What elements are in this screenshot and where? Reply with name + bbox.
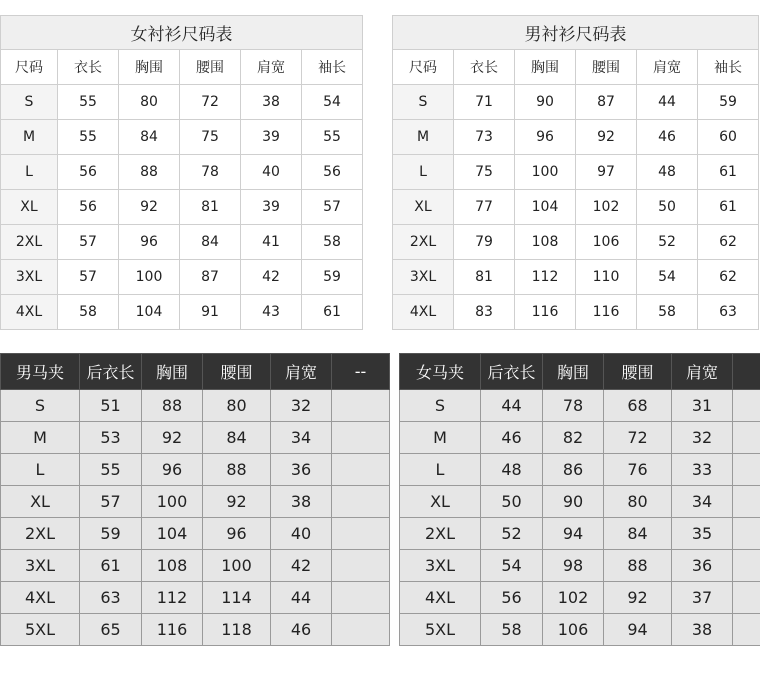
measurement-cell: 44 [271, 582, 332, 614]
measurement-cell: 68 [604, 390, 672, 422]
table-title: 男衬衫尺码表 [393, 16, 759, 50]
measurement-cell: 75 [180, 120, 241, 155]
measurement-cell: 32 [672, 422, 733, 454]
column-header: 后衣长 [80, 354, 142, 390]
table-row [393, 85, 759, 120]
size-cell: 5XL [400, 614, 481, 646]
size-cell: 3XL [393, 260, 454, 295]
measurement-cell [733, 518, 760, 550]
measurement-cell: 76 [604, 454, 672, 486]
measurement-cell: 38 [241, 85, 302, 120]
measurement-cell [332, 550, 390, 582]
table-row [1, 390, 390, 422]
measurement-cell: 50 [637, 190, 698, 225]
size-cell: 3XL [1, 550, 80, 582]
measurement-cell: 42 [271, 550, 332, 582]
measurement-cell: 61 [80, 550, 142, 582]
measurement-cell: 34 [672, 486, 733, 518]
measurement-cell [733, 550, 760, 582]
column-header: 男马夹 [1, 354, 80, 390]
measurement-cell: 43 [241, 295, 302, 330]
header-row [1, 50, 363, 85]
measurement-cell: 100 [142, 486, 203, 518]
measurement-cell: 73 [454, 120, 515, 155]
measurement-cell: 58 [637, 295, 698, 330]
table-row [1, 614, 390, 646]
column-header: 胸围 [119, 50, 180, 85]
table-row [1, 486, 390, 518]
measurement-cell: 50 [481, 486, 543, 518]
measurement-cell: 100 [515, 155, 576, 190]
size-cell: 4XL [400, 582, 481, 614]
measurement-cell: 46 [637, 120, 698, 155]
size-cell: 3XL [1, 260, 58, 295]
measurement-cell: 57 [80, 486, 142, 518]
column-header: 肩宽 [672, 354, 733, 390]
measurement-cell: 112 [142, 582, 203, 614]
size-cell: 5XL [1, 614, 80, 646]
size-cell: S [400, 390, 481, 422]
measurement-cell: 97 [576, 155, 637, 190]
measurement-cell: 90 [515, 85, 576, 120]
column-header: 肩宽 [271, 354, 332, 390]
column-header: 胸围 [543, 354, 604, 390]
measurement-cell: 42 [241, 260, 302, 295]
table-row [1, 85, 363, 120]
measurement-cell: 52 [481, 518, 543, 550]
measurement-cell: 46 [481, 422, 543, 454]
measurement-cell: 92 [119, 190, 180, 225]
measurement-cell: 38 [271, 486, 332, 518]
table-row [400, 614, 760, 646]
measurement-cell: 110 [576, 260, 637, 295]
measurement-cell: 92 [142, 422, 203, 454]
size-cell: 4XL [1, 582, 80, 614]
measurement-cell: 36 [271, 454, 332, 486]
measurement-cell: 94 [604, 614, 672, 646]
column-header: 胸围 [142, 354, 203, 390]
measurement-cell: 33 [672, 454, 733, 486]
measurement-cell: 108 [515, 225, 576, 260]
table-row [400, 486, 760, 518]
measurement-cell [733, 390, 760, 422]
measurement-cell: 54 [481, 550, 543, 582]
measurement-cell: 80 [604, 486, 672, 518]
measurement-cell: 94 [543, 518, 604, 550]
measurement-cell: 81 [454, 260, 515, 295]
column-header: 腰围 [576, 50, 637, 85]
measurement-cell: 112 [515, 260, 576, 295]
measurement-cell: 39 [241, 190, 302, 225]
measurement-cell: 31 [672, 390, 733, 422]
measurement-cell: 55 [58, 85, 119, 120]
measurement-cell: 77 [454, 190, 515, 225]
measurement-cell: 106 [576, 225, 637, 260]
size-cell: XL [1, 486, 80, 518]
measurement-cell [332, 486, 390, 518]
measurement-cell: 92 [576, 120, 637, 155]
men-vest-size-table [0, 353, 390, 646]
measurement-cell: 96 [515, 120, 576, 155]
size-cell: M [393, 120, 454, 155]
column-header: 衣长 [454, 50, 515, 85]
measurement-cell: 78 [180, 155, 241, 190]
measurement-cell: 56 [58, 190, 119, 225]
measurement-cell: 57 [58, 225, 119, 260]
measurement-cell: 100 [119, 260, 180, 295]
measurement-cell: 118 [203, 614, 271, 646]
measurement-cell: 83 [454, 295, 515, 330]
measurement-cell: 44 [637, 85, 698, 120]
table-row [1, 550, 390, 582]
size-cell: L [1, 454, 80, 486]
measurement-cell: 55 [58, 120, 119, 155]
measurement-cell: 84 [203, 422, 271, 454]
measurement-cell: 36 [672, 550, 733, 582]
size-cell: 2XL [400, 518, 481, 550]
measurement-cell: 59 [80, 518, 142, 550]
table-row [1, 582, 390, 614]
measurement-cell [332, 582, 390, 614]
measurement-cell: 37 [672, 582, 733, 614]
size-cell: XL [400, 486, 481, 518]
measurement-cell: 54 [302, 85, 363, 120]
table-row [400, 454, 760, 486]
measurement-cell: 39 [241, 120, 302, 155]
measurement-cell [332, 518, 390, 550]
table-row [1, 454, 390, 486]
measurement-cell [733, 486, 760, 518]
measurement-cell: 56 [302, 155, 363, 190]
size-cell: 2XL [1, 225, 58, 260]
column-header: -- [332, 354, 390, 390]
measurement-cell: 108 [142, 550, 203, 582]
women-shirt-size-table [0, 15, 363, 330]
measurement-cell: 82 [543, 422, 604, 454]
measurement-cell: 92 [203, 486, 271, 518]
measurement-cell: 88 [142, 390, 203, 422]
measurement-cell: 116 [515, 295, 576, 330]
measurement-cell [332, 614, 390, 646]
measurement-cell: 116 [576, 295, 637, 330]
measurement-cell: 102 [543, 582, 604, 614]
measurement-cell: 114 [203, 582, 271, 614]
column-header: 腰围 [203, 354, 271, 390]
measurement-cell: 32 [271, 390, 332, 422]
measurement-cell: 57 [302, 190, 363, 225]
measurement-cell: 34 [271, 422, 332, 454]
table-row [1, 260, 363, 295]
measurement-cell: 61 [302, 295, 363, 330]
header-row [400, 354, 760, 390]
measurement-cell: 71 [454, 85, 515, 120]
measurement-cell [332, 454, 390, 486]
measurement-cell: 48 [481, 454, 543, 486]
measurement-cell: 100 [203, 550, 271, 582]
measurement-cell: 44 [481, 390, 543, 422]
measurement-cell: 84 [119, 120, 180, 155]
measurement-cell: 56 [481, 582, 543, 614]
column-header: 尺码 [1, 50, 58, 85]
table-row [393, 260, 759, 295]
column-header: 后衣长 [481, 354, 543, 390]
measurement-cell: 80 [203, 390, 271, 422]
table-row [1, 225, 363, 260]
measurement-cell: 87 [576, 85, 637, 120]
measurement-cell: 51 [80, 390, 142, 422]
measurement-cell: 88 [119, 155, 180, 190]
table-row [1, 120, 363, 155]
measurement-cell: 59 [302, 260, 363, 295]
measurement-cell [733, 582, 760, 614]
measurement-cell: 88 [604, 550, 672, 582]
header-row [1, 354, 390, 390]
measurement-cell: 84 [180, 225, 241, 260]
measurement-cell [332, 422, 390, 454]
measurement-cell: 96 [142, 454, 203, 486]
size-cell: M [1, 422, 80, 454]
size-cell: M [400, 422, 481, 454]
column-header: 袖长 [302, 50, 363, 85]
column-header: 腰围 [180, 50, 241, 85]
measurement-cell: 116 [142, 614, 203, 646]
measurement-cell [733, 454, 760, 486]
table-row [400, 550, 760, 582]
measurement-cell: 75 [454, 155, 515, 190]
size-cell: L [393, 155, 454, 190]
size-cell: L [1, 155, 58, 190]
column-header: 肩宽 [241, 50, 302, 85]
measurement-cell: 41 [241, 225, 302, 260]
table-row [400, 422, 760, 454]
measurement-cell: 87 [180, 260, 241, 295]
measurement-cell: 40 [271, 518, 332, 550]
column-header: 腰围 [604, 354, 672, 390]
column-header: 袖长 [698, 50, 759, 85]
measurement-cell: 46 [271, 614, 332, 646]
column-header: 胸围 [515, 50, 576, 85]
measurement-cell: 81 [180, 190, 241, 225]
measurement-cell: 56 [58, 155, 119, 190]
measurement-cell: 62 [698, 260, 759, 295]
measurement-cell: 106 [543, 614, 604, 646]
measurement-cell [332, 390, 390, 422]
measurement-cell: 96 [203, 518, 271, 550]
measurement-cell: 80 [119, 85, 180, 120]
measurement-cell: 52 [637, 225, 698, 260]
size-cell: 4XL [393, 295, 454, 330]
column-header: 衣长 [58, 50, 119, 85]
measurement-cell: 90 [543, 486, 604, 518]
measurement-cell: 78 [543, 390, 604, 422]
size-cell: XL [393, 190, 454, 225]
measurement-cell: 92 [604, 582, 672, 614]
table-title: 女衬衫尺码表 [1, 16, 363, 50]
size-cell: L [400, 454, 481, 486]
measurement-cell: 54 [637, 260, 698, 295]
measurement-cell: 59 [698, 85, 759, 120]
measurement-cell: 102 [576, 190, 637, 225]
size-cell: XL [1, 190, 58, 225]
measurement-cell: 58 [481, 614, 543, 646]
measurement-cell: 96 [119, 225, 180, 260]
measurement-cell: 79 [454, 225, 515, 260]
measurement-cell: 40 [241, 155, 302, 190]
size-cell: S [1, 390, 80, 422]
measurement-cell: 104 [119, 295, 180, 330]
table-row [400, 390, 760, 422]
column-header: 女马夹 [400, 354, 481, 390]
table-row [1, 190, 363, 225]
women-vest-size-table [399, 353, 760, 646]
measurement-cell: 86 [543, 454, 604, 486]
column-header [733, 354, 760, 390]
measurement-cell: 53 [80, 422, 142, 454]
size-cell: 4XL [1, 295, 58, 330]
measurement-cell: 61 [698, 155, 759, 190]
measurement-cell: 58 [58, 295, 119, 330]
size-cell: M [1, 120, 58, 155]
size-cell: S [1, 85, 58, 120]
size-cell: 2XL [393, 225, 454, 260]
column-header: 尺码 [393, 50, 454, 85]
table-row [1, 518, 390, 550]
size-cell: S [393, 85, 454, 120]
measurement-cell: 48 [637, 155, 698, 190]
measurement-cell [733, 422, 760, 454]
measurement-cell: 65 [80, 614, 142, 646]
measurement-cell: 104 [515, 190, 576, 225]
header-row [393, 50, 759, 85]
table-row [1, 422, 390, 454]
measurement-cell: 55 [80, 454, 142, 486]
table-row [393, 190, 759, 225]
measurement-cell: 61 [698, 190, 759, 225]
table-row [393, 225, 759, 260]
measurement-cell: 60 [698, 120, 759, 155]
measurement-cell: 58 [302, 225, 363, 260]
table-row [393, 155, 759, 190]
measurement-cell: 57 [58, 260, 119, 295]
table-row [1, 155, 363, 190]
measurement-cell [733, 614, 760, 646]
men-shirt-size-table [392, 15, 759, 330]
table-row [400, 518, 760, 550]
table-row [393, 295, 759, 330]
measurement-cell: 55 [302, 120, 363, 155]
measurement-cell: 35 [672, 518, 733, 550]
measurement-cell: 88 [203, 454, 271, 486]
size-cell: 3XL [400, 550, 481, 582]
measurement-cell: 63 [80, 582, 142, 614]
measurement-cell: 63 [698, 295, 759, 330]
measurement-cell: 91 [180, 295, 241, 330]
table-row [400, 582, 760, 614]
table-row [1, 295, 363, 330]
measurement-cell: 62 [698, 225, 759, 260]
table-row [393, 120, 759, 155]
measurement-cell: 72 [180, 85, 241, 120]
column-header: 肩宽 [637, 50, 698, 85]
measurement-cell: 38 [672, 614, 733, 646]
measurement-cell: 84 [604, 518, 672, 550]
measurement-cell: 72 [604, 422, 672, 454]
measurement-cell: 104 [142, 518, 203, 550]
measurement-cell: 98 [543, 550, 604, 582]
size-cell: 2XL [1, 518, 80, 550]
